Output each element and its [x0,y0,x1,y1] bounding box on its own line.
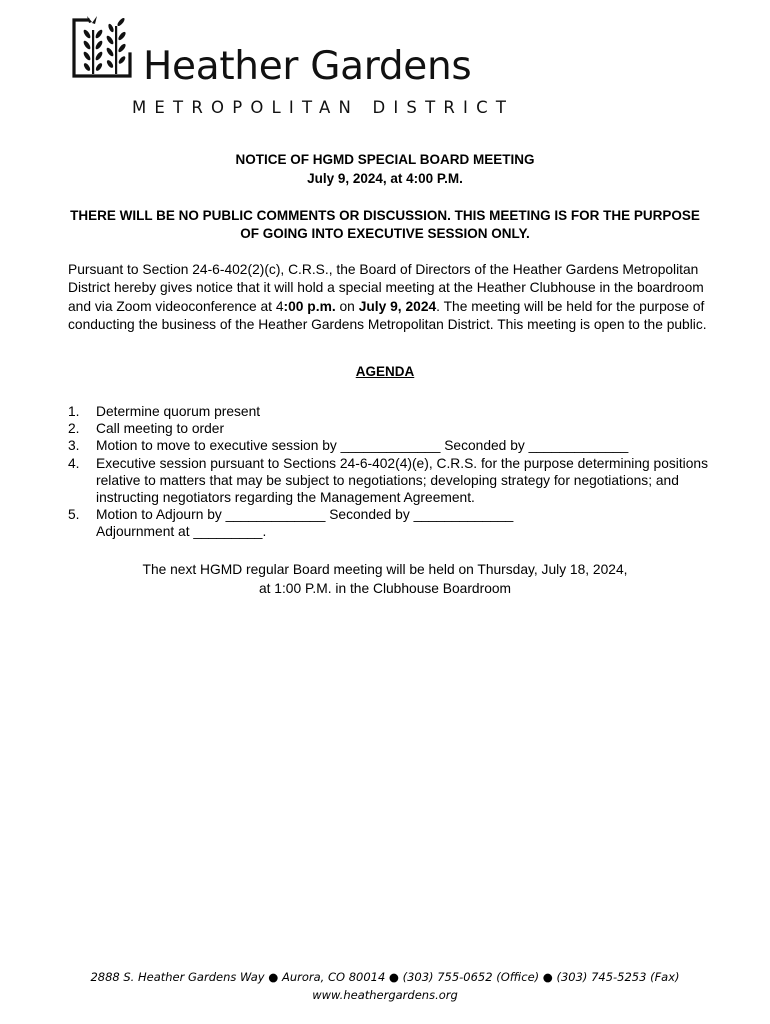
agenda-item [68,455,708,507]
agenda-item [68,506,708,540]
meeting-time: :00 p.m. [283,298,336,314]
notice-paragraph-text: Pursuant to Section 24-6-402(2)(c), C.R.S., the Board of Directors of the Heather Gardens Metropolitan District hereby gives notice that it will hold a special meeting at the Heather Clubhouse in the boardroom and via Zoom videoconference at 4 [68,262,704,314]
agenda-item [68,403,708,420]
adjourn-motion-text: Motion to Adjourn by _____________ Seconded by _____________ [96,507,514,523]
agenda-item-number: 3. [68,438,80,454]
notice-paragraph-text-2: on [335,298,359,314]
agenda-item-text: Executive session pursuant to Sections 24-6-402(4)(e), C.R.S. for the purpose determining positions relative to matters that may be subject to negotiations; developing strategy for negotiations; and instructing negotiators regarding the Management Agreement. [96,455,708,506]
next-meeting-line-2: at 1:00 P.M. in the Clubhouse Boardroom [258,580,512,596]
next-meeting-notice [0,561,770,598]
footer [0,968,770,1004]
agenda-list [68,403,708,541]
next-meeting-line-1: The next HGMD regular Board meeting will be held on Thursday, July 18, 2024, [142,562,628,577]
agenda-item [68,437,708,454]
no-public-comment-warning: THERE WILL BE NO PUBLIC COMMENTS OR DISCUSSION. THIS MEETING IS FOR THE PURPOSE OF GOING INTO EXECUTIVE SESSION ONLY. [70,208,700,241]
footer-address: 2888 S. Heather Gardens Way ● Aurora, CO 80014 ● (303) 755-0652 (Office) ● (303) 745-5253 (Fax) [90,970,680,984]
agenda-item-number: 2. [68,421,80,437]
agenda-item-text: Motion to move to executive session by _____________ Seconded by _____________ [96,438,629,454]
agenda-item-text: Call meeting to order [96,421,225,437]
letterhead [70,14,515,117]
agenda-item-number: 5. [68,507,80,523]
organization-subtitle: METROPOLITAN DISTRICT [132,98,515,117]
agenda-item [68,420,708,437]
wheat-sprig-logo-icon [70,14,136,80]
organization-name: Heather Gardens [143,44,472,89]
agenda-item-number: 4. [68,455,80,471]
adjournment-time-text: Adjournment at _________. [96,524,267,540]
agenda-item-text [96,506,708,540]
notice-paragraph-text-3: . The meeting will be held for the purpose of conducting the business of the Heather Gardens Metropolitan District. This meeting is open to the public. [68,298,707,332]
notice-date-time: July 9, 2024, at 4:00 P.M. [307,171,463,186]
footer-website-link[interactable]: www.heathergardens.org [312,988,458,1002]
agenda-item-number: 1. [68,404,80,419]
notice-paragraph [68,261,708,334]
agenda-heading: AGENDA [355,364,415,379]
notice-title: NOTICE OF HGMD SPECIAL BOARD MEETING [235,152,535,167]
meeting-date: July 9, 2024 [358,298,437,314]
agenda-item-text: Determine quorum present [96,404,261,419]
